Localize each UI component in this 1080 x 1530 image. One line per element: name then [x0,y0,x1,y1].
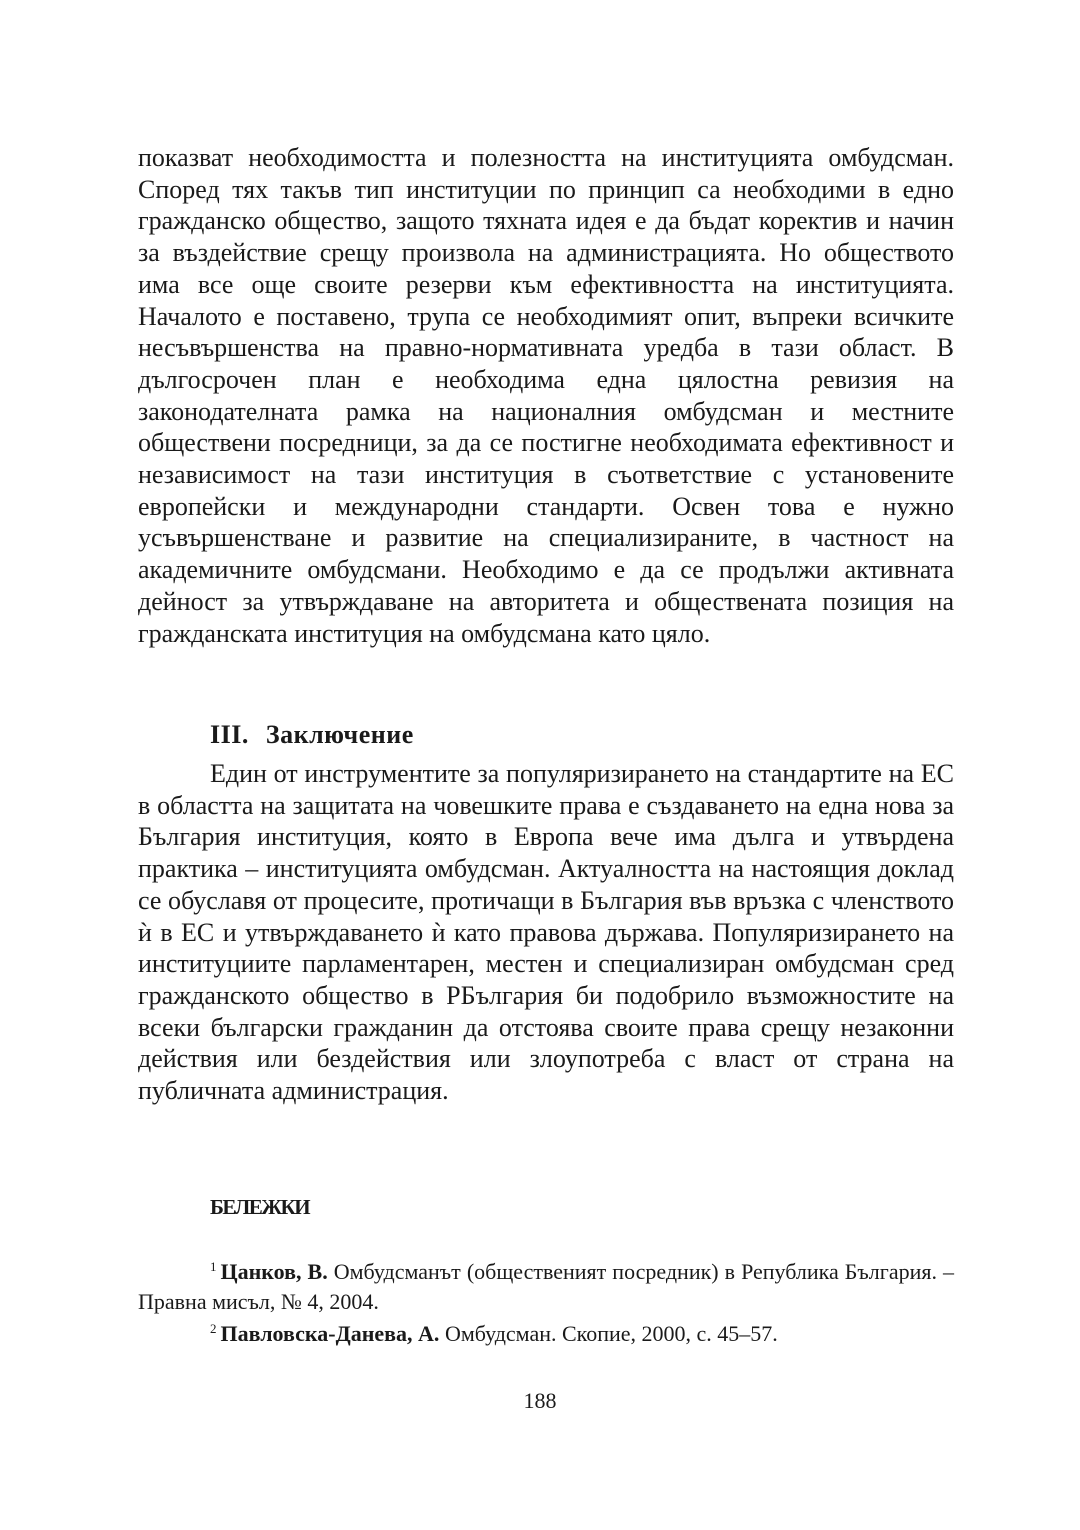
section-heading [210,720,414,750]
footnote-1 [138,1257,954,1317]
footnote-mark: 1 [210,1258,217,1274]
paragraph-text: Един от инструментите за популяризирането на стандартите на ЕС в областта на защитата на човешките права е създаването на една нова за България институция, която в Европа вече има дълга и утвърдена практика – институцията омбудсман. Актуалността на настоящия доклад се обуславя от процесите, протичащи в България във връзка с членството ѝ в ЕС и утвърждаването ѝ като правова държава. Популяризирането на институциите парламентарен, местен и специализиран омбудсман сред гражданското общество в РБългария би подобрило възможностите на всеки български гражданин да отстоява своите права срещу незаконни действия или бездействия или злоупотреба с власт от страна на публичната администрация. [138,759,954,1106]
section-title: Заключение [265,720,414,749]
footnote-author: Павловска-Данева, А. [220,1321,440,1346]
body-paragraph-1 [138,142,954,649]
footnote-mark: 2 [210,1320,217,1336]
footnote-text: Омбудсман. Скопие, 2000, с. 45–57. [444,1321,778,1346]
body-paragraph-2 [138,758,954,1107]
page-number: 188 [523,1388,557,1413]
footnote-author: Цанков, В. [220,1259,328,1284]
paragraph-text: показват необходимостта и полезността на институцията омбудсман. Според тях такъв тип институции по принцип са необходими в едно гражданско общество, защото тяхната идея е да бъдат коректив и начин за въздействие срещу произвола на администрацията. Но обществото има все още своите резерви към ефективността на институцията. Началото е поставено, трупа се необходимият опит, въпреки всичките несъвършенства на правно-нормативната уредба в тази област. В дългосрочен план е необходима една цялостна ревизия на законодателната рамка на националния омбудсман и местните обществени посредници, за да се постигне необходимата ефективност и независимост на тази институция в съответствие с установените европейски и международни стандарти. Освен това е нужно усъвършенстване и развитие на специализираните, в частност на академичните омбудсмани. Необходимо е да се продължи активната дейност за утвърждаване на авторитета и обществената позиция на гражданската институция на омбудсмана като цяло. [138,143,954,648]
notes-heading: БЕЛЕЖКИ [210,1195,310,1219]
footnote-2 [138,1319,954,1349]
section-number: III. [210,720,249,749]
footnote-text: Омбудсманът (общественият посредник) в Република България. – Правна мисъл, № 4, 2004. [138,1259,954,1314]
